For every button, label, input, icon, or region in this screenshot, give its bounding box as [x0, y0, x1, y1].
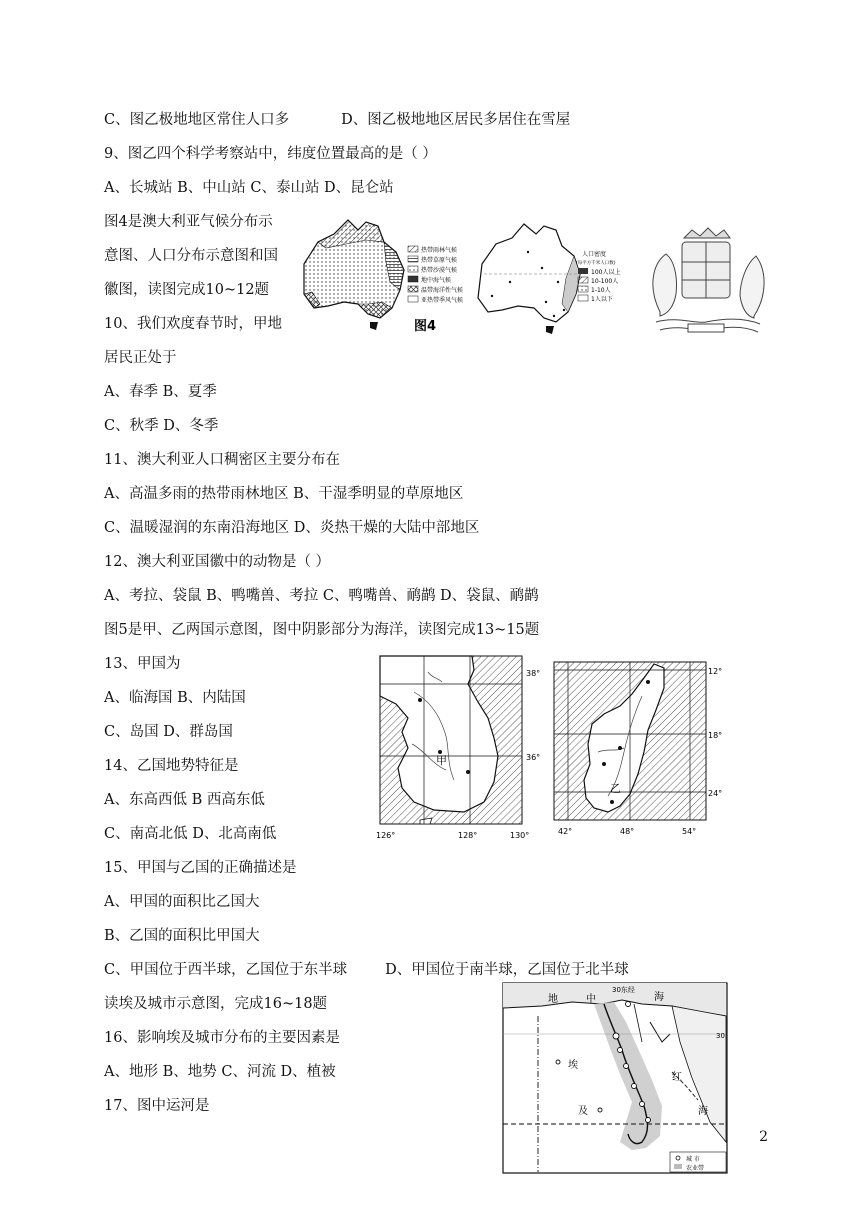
- yi-lat-18: 18°: [708, 731, 723, 740]
- q9-stem: 9、图乙四个科学考察站中，纬度位置最高的是（ ）: [104, 146, 437, 162]
- egypt-legend-agri: 农业带: [686, 1165, 705, 1172]
- jia-lat-36: 36°: [526, 753, 541, 762]
- fig5-intro: 图5是甲、乙两国示意图，图中阴影部分为海洋，读图完成13~15题: [104, 622, 540, 638]
- q17-stem: 17、图中运河是: [104, 1098, 210, 1114]
- fig4-intro-1: 图4是澳大利亚气候分布示: [104, 214, 273, 230]
- q12-options: A、考拉、袋鼠 B、鸭嘴兽、考拉 C、鸭嘴兽、鸸鹋 D、袋鼠、鸸鹋: [104, 588, 539, 604]
- egypt-country-char-2: 及: [578, 1106, 588, 1117]
- q8-options-cd: C、图乙极地地区常住人口多 D、图乙极地地区居民多居住在雪屋: [104, 112, 571, 128]
- jia-lat-38: 38°: [526, 669, 541, 678]
- q12-stem: 12、澳大利亚国徽中的动物是（ ）: [104, 554, 331, 570]
- q16-options: A、地形 B、地势 C、河流 D、植被: [104, 1064, 336, 1080]
- population-legend: [576, 250, 620, 303]
- q14-stem: 14、乙国地势特征是: [104, 758, 239, 774]
- fig4-intro-3: 徽图，读图完成10~12题: [104, 282, 270, 298]
- yi-lon-54: 54°: [682, 827, 697, 836]
- q10-stem-1: 10、我们欢度春节时，甲地: [104, 316, 282, 332]
- pop-legend-3: 1-10人: [591, 287, 611, 294]
- q10-options-cd: C、秋季 D、冬季: [104, 418, 219, 434]
- pop-legend-sub: (每平方千米人口数): [576, 261, 616, 266]
- q14-options-cd: C、南高北低 D、北高南低: [104, 826, 277, 842]
- egypt-map: [502, 982, 728, 1174]
- climate-legend-5: 温带海洋性气候: [421, 287, 464, 294]
- coat-of-arms-image: [653, 228, 764, 332]
- page-number: 2: [759, 1129, 768, 1145]
- egypt-sea-char-2: 中: [586, 994, 596, 1005]
- egypt-sea-char-1: 地: [548, 994, 558, 1005]
- q14-options-ab: A、东高西低 B 西高东低: [104, 792, 265, 808]
- pop-legend-4: 1人以下: [591, 296, 613, 303]
- yi-lon-48: 48°: [620, 827, 635, 836]
- egypt-meridian-label: 30东经: [612, 986, 635, 994]
- jia-lon-126: 126°: [376, 831, 396, 840]
- egypt-intro: 读埃及城市示意图，完成16~18题: [104, 996, 328, 1012]
- pop-legend-1: 100人以上: [591, 269, 621, 276]
- yi-lon-42: 42°: [558, 827, 573, 836]
- map-jia-label: 甲: [436, 754, 447, 767]
- q11-options-cd: C、温暖湿润的东南沿海地区 D、炎热干燥的大陆中部地区: [104, 520, 480, 536]
- egypt-country-char-1: 埃: [568, 1060, 578, 1071]
- jia-lon-128: 128°: [458, 831, 478, 840]
- climate-legend: [408, 246, 463, 304]
- climate-legend-1: 热带雨林气候: [421, 247, 458, 254]
- egypt-sea-char-3: 海: [654, 992, 664, 1003]
- map-yi: [554, 662, 722, 836]
- figure-4: [296, 212, 774, 344]
- q13-stem: 13、甲国为: [104, 656, 181, 672]
- q13-options-cd: C、岛国 D、群岛国: [104, 724, 233, 740]
- q9-options: A、长城站 B、中山站 C、泰山站 D、昆仑站: [104, 180, 394, 196]
- climate-legend-2: 热带草原气候: [421, 257, 458, 264]
- climate-legend-4: 地中海气候: [421, 277, 452, 284]
- jia-lon-130: 130°: [510, 831, 530, 840]
- q15-stem: 15、甲国与乙国的正确描述是: [104, 860, 297, 876]
- australia-climate-map: [304, 220, 404, 330]
- pop-legend-2: 10-100人: [591, 278, 619, 285]
- egypt-lat-30: 30: [716, 1032, 725, 1040]
- yi-lat-12: 12°: [708, 667, 723, 676]
- q11-stem: 11、澳大利亚人口稠密区主要分布在: [104, 452, 340, 468]
- egypt-legend: [670, 1152, 726, 1172]
- q16-stem: 16、影响埃及城市分布的主要因素是: [104, 1030, 340, 1046]
- q10-options-ab: A、春季 B、夏季: [104, 384, 217, 400]
- map-yi-label: 乙: [610, 782, 621, 795]
- egypt-redsea-char-2: 海: [698, 1106, 708, 1117]
- yi-lat-24: 24°: [708, 789, 723, 798]
- q15-option-a: A、甲国的面积比乙国大: [104, 894, 260, 910]
- australia-population-map: [478, 224, 580, 334]
- q15-options-cd: C、甲国位于西半球，乙国位于东半球 D、甲国位于南半球，乙国位于北半球: [104, 962, 629, 978]
- pop-legend-title: 人口密度: [582, 251, 607, 258]
- map-jia: [376, 656, 540, 840]
- climate-legend-3: 热带沙漠气候: [421, 267, 458, 274]
- q13-options-ab: A、临海国 B、内陆国: [104, 690, 246, 706]
- q11-options-ab: A、高温多雨的热带雨林地区 B、干湿季明显的草原地区: [104, 486, 464, 502]
- fig4-label: 图4: [414, 319, 437, 334]
- egypt-redsea-char-1: 红: [672, 1072, 682, 1083]
- q10-stem-2: 居民正处于: [104, 350, 177, 366]
- fig4-intro-2: 意图、人口分布示意图和国: [104, 248, 278, 264]
- egypt-legend-city: 城 市: [686, 1156, 700, 1163]
- figure-5: [372, 652, 723, 842]
- q15-option-b: B、乙国的面积比甲国大: [104, 928, 260, 944]
- climate-legend-6: 亚热带季风气候: [421, 297, 464, 304]
